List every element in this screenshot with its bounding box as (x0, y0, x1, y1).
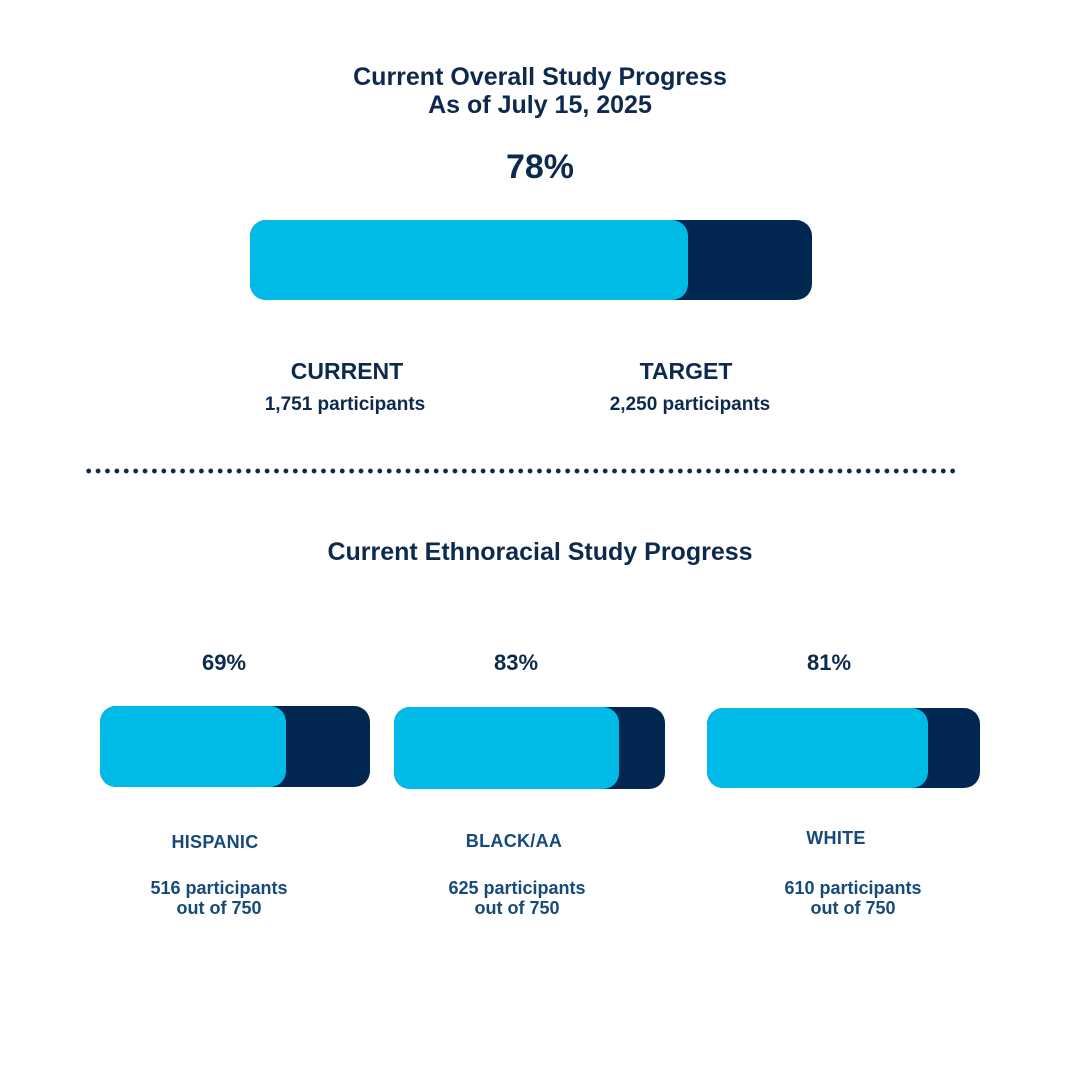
hispanic-count-line2: out of 750 (176, 898, 262, 918)
dotted-divider (84, 468, 956, 474)
white-count-line2: out of 750 (810, 898, 896, 918)
black-aa-count (397, 878, 637, 918)
overall-title-line1: Current Overall Study Progress (353, 63, 727, 91)
overall-progress-fill (250, 220, 688, 300)
white-count (733, 878, 973, 918)
hispanic-count (99, 878, 339, 918)
hispanic-progress-fill (100, 706, 286, 787)
current-value: 1,751 participants (264, 394, 426, 415)
black-aa-progress-fill (394, 707, 619, 789)
target-value: 2,250 participants (609, 394, 771, 415)
white-label: WHITE (806, 828, 866, 848)
ethnoracial-title: Current Ethnoracial Study Progress (327, 538, 753, 566)
black-aa-count-line2: out of 750 (474, 898, 560, 918)
white-progress-fill (707, 708, 928, 788)
black-aa-percent: 83% (493, 650, 539, 675)
white-count-line1: 610 participants (784, 878, 922, 898)
current-label: CURRENT (290, 358, 404, 384)
hispanic-progress-bar (100, 706, 370, 787)
hispanic-percent: 69% (201, 650, 247, 675)
black-aa-label: BLACK/AA (465, 831, 563, 851)
hispanic-count-line1: 516 participants (150, 878, 288, 898)
white-progress-bar (707, 708, 980, 788)
overall-percent: 78% (505, 148, 575, 186)
white-percent: 81% (806, 650, 852, 675)
overall-title-line2: As of July 15, 2025 (428, 91, 652, 119)
hispanic-label: HISPANIC (171, 832, 259, 852)
black-aa-count-line1: 625 participants (448, 878, 586, 898)
overall-progress-bar (250, 220, 812, 300)
black-aa-progress-bar (394, 707, 665, 789)
target-label: TARGET (639, 358, 733, 384)
